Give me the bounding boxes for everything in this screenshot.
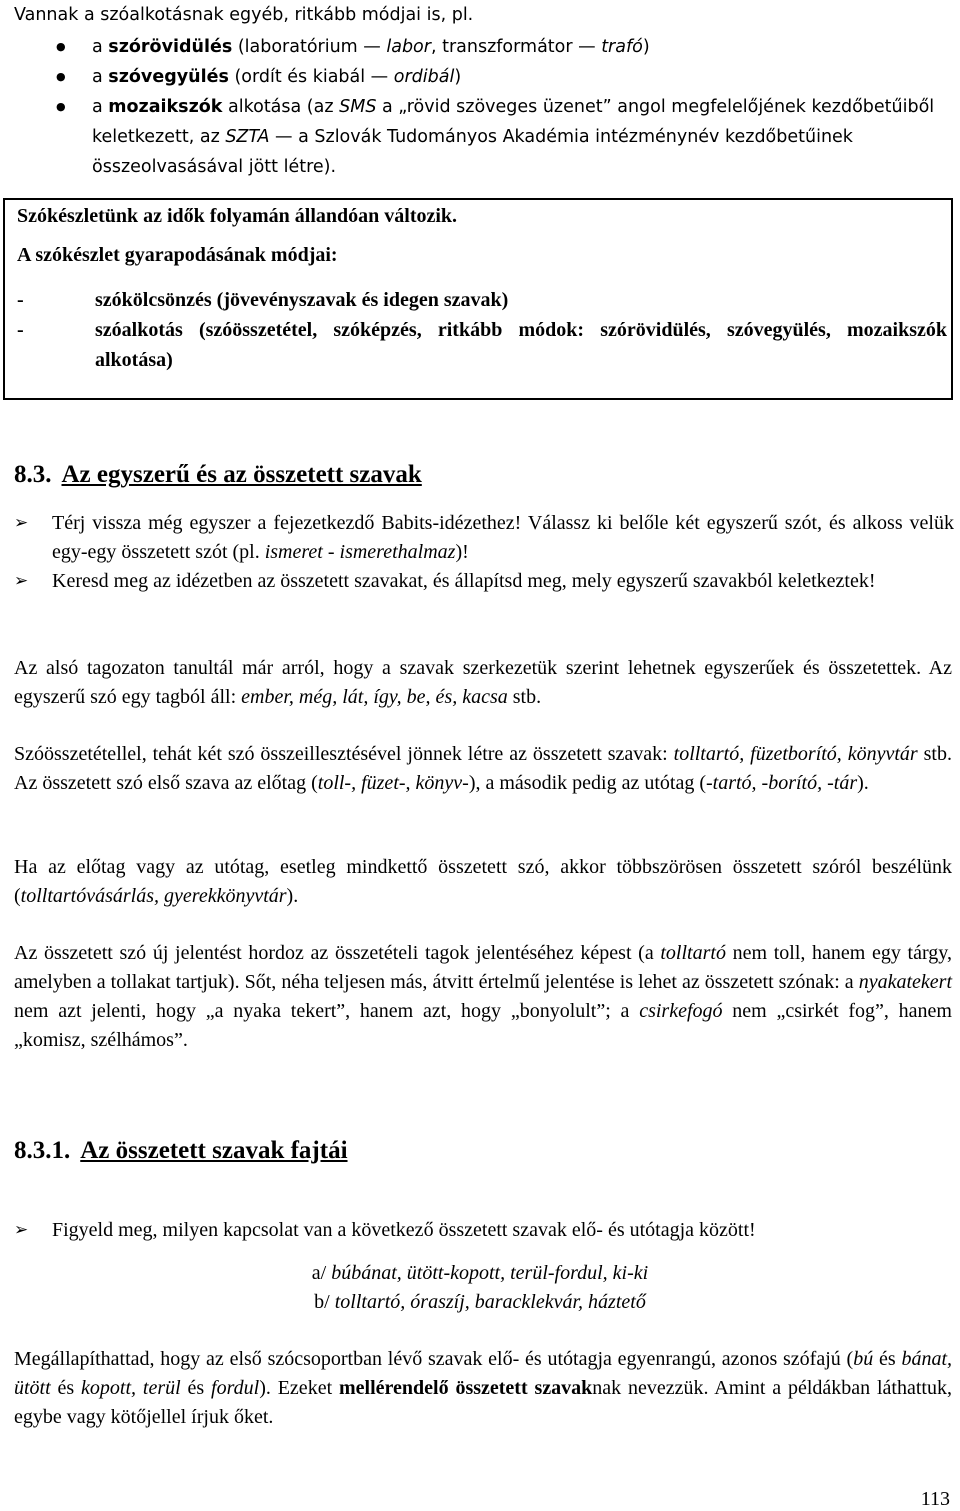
- summary-box: [3, 198, 953, 400]
- task-list: [14, 509, 954, 596]
- task-item: [14, 567, 954, 596]
- section-number: 8.3.1.: [14, 1137, 71, 1164]
- italic-text: búbánat, ütött-kopott, terül-fordul, ki-ki: [331, 1262, 649, 1284]
- task-item: [14, 509, 954, 567]
- intro-text: Vannak a szóalkotásnak egyéb, ritkább módjai is, pl.: [14, 5, 474, 25]
- box-item-text: szóalkotás (szóösszetétel, szóképzés, ritkább módok: szórövidülés, szóvegyülés, mozaikszók alkotása): [95, 319, 947, 371]
- task-item: [14, 1216, 954, 1245]
- arrow-bullet-icon: ➢: [14, 1220, 29, 1240]
- italic-text: tolltartóvásárlás, gyerekkönyvtár: [20, 885, 287, 907]
- italic-text: tolltartó, füzetborító, könyvtár: [673, 743, 918, 765]
- section-heading: [14, 461, 422, 489]
- example-line: b/ tolltartó, óraszíj, baracklekvár, háztető: [314, 1291, 646, 1313]
- italic-text: csirkefogó: [639, 1000, 723, 1022]
- paragraph: Az összetett szó új jelentést hordoz az összetételi tagok jelentéséhez képest (a tolltartó nem toll, hanem egy tárgy, amelyben a tollakat tartjuk). Sőt, néha teljesen más, átvitt értelmű jelentése is lehet az összetett szónak: a nyakatekert nem azt jelenti, hogy „a nyaka tekert”, hanem azt, hogy „bonyolult”; a csirkefogó nem „csirkét fog”, hanem „komisz, szélhámos”.: [14, 942, 952, 1051]
- box-list-item: [17, 315, 947, 375]
- italic-text: SZTA: [225, 127, 270, 147]
- conclusion-paragraph: Megállapíthattad, hogy az első szócsoportban lévő szavak elő- és utótagja egyenrangú, azonos szófajú (bú és bánat, ütött és kopott, terül és fordul). Ezeket mellérendelő összetett szavaknak nevezzük. Amint a példákban láthattuk, egybe vagy kötőjellel írjuk őket.: [14, 1348, 952, 1428]
- arrow-bullet-icon: ➢: [14, 571, 29, 591]
- bold-text: szóvegyülés: [108, 67, 229, 87]
- task-text: Keresd meg az idézetben az összetett szavakat, és állapítsd meg, mely egyszerű szavakból keletkeztek!: [52, 570, 876, 592]
- italic-text: trafó: [601, 37, 643, 57]
- italic-text: -tartó, -borító, -tár: [705, 772, 858, 794]
- task-text: Térj vissza még egyszer a fejezetkezdő Babits-idézethez! Válassz ki belőle két egyszerű szót, és alkoss velük egy-egy összetett szót (pl. ismeret - ismerethalmaz)!: [52, 512, 954, 563]
- task-text: Figyeld meg, milyen kapcsolat van a következő összetett szavak elő- és utótagja között!: [52, 1219, 756, 1241]
- italic-text: ordibál: [393, 67, 455, 87]
- example-line: a/ búbánat, ütött-kopott, terül-fordul, ki-ki: [311, 1262, 649, 1284]
- section-number: 8.3.: [14, 461, 52, 488]
- bullet-item: ● a mozaikszók alkotása (az SMS a „rövid szöveges üzenet” angol megfelelőjének kezdőbetűiből keletkezett, az SZTA — a Szlovák Tudományos Akadémia intézménynév kezdőbetűinek összeolvasásával jött létre).: [56, 92, 956, 182]
- section-title: Az egyszerű és az összetett szavak: [61, 461, 422, 488]
- italic-text: fordul: [211, 1377, 260, 1399]
- italic-text: ismeret - ismerethalmaz: [264, 541, 456, 563]
- italic-text: bú: [853, 1348, 874, 1370]
- bold-text: mellérendelő összetett szavak: [338, 1377, 593, 1399]
- italic-text: bánat, ütött: [14, 1348, 952, 1399]
- bullet-list: [56, 32, 956, 182]
- dash-marker: -: [17, 319, 24, 341]
- italic-text: nyakatekert: [858, 971, 952, 993]
- section-heading: [14, 1137, 348, 1165]
- section-title: Az összetett szavak fajtái: [80, 1137, 348, 1164]
- box-title: Szókészletünk az idők folyamán állandóan változik.: [17, 205, 458, 227]
- box-list: [17, 285, 947, 375]
- italic-text: tolltartó: [660, 942, 726, 964]
- box-list-item: [17, 285, 947, 315]
- dash-marker: -: [17, 289, 24, 311]
- bullet-item: ● a szórövidülés (laboratórium — labor, transzformátor — trafó): [56, 32, 956, 62]
- paragraph: Ha az előtag vagy az utótag, esetleg mindkettő összetett szó, akkor többszörösen összetett szóról beszélünk (tolltartóvásárlás, gyerekkönyvtár).: [14, 856, 952, 907]
- example-list: [0, 1259, 960, 1317]
- italic-text: SMS: [339, 97, 377, 117]
- italic-text: kopott, terül: [81, 1377, 181, 1399]
- box-subtitle: A szókészlet gyarapodásának módjai:: [17, 244, 338, 266]
- arrow-bullet-icon: ➢: [14, 513, 29, 533]
- italic-text: ember, még, lát, így, be, és, kacsa: [241, 686, 508, 708]
- italic-text: toll-, füzet-, könyv-: [317, 772, 469, 794]
- paragraph: Szóösszetétellel, tehát két szó összeillesztésével jönnek létre az összetett szavak: tolltartó, füzetborító, könyvtár stb. Az összetett szó első szava az előtag (toll-, füzet-, könyv-), a második pedig az utótag (-tartó, -borító, -tár).: [14, 743, 952, 794]
- page-number: 113: [920, 1488, 950, 1510]
- task-list: [14, 1216, 954, 1245]
- italic-text: labor: [386, 37, 431, 57]
- bullet-item: ● a szóvegyülés (ordít és kiabál — ordibál): [56, 62, 956, 92]
- bold-text: szórövidülés: [108, 37, 233, 57]
- paragraph: Az alsó tagozaton tanultál már arról, hogy a szavak szerkezetük szerint lehetnek egyszerűek és összetettek. Az egyszerű szó egy tagból áll: ember, még, lát, így, be, és, kacsa stb.: [14, 657, 952, 708]
- italic-text: tolltartó, óraszíj, baracklekvár, háztető: [334, 1291, 646, 1313]
- bold-text: mozaikszók: [108, 97, 223, 117]
- box-item-text: szókölcsönzés (jövevényszavak és idegen szavak): [95, 289, 509, 311]
